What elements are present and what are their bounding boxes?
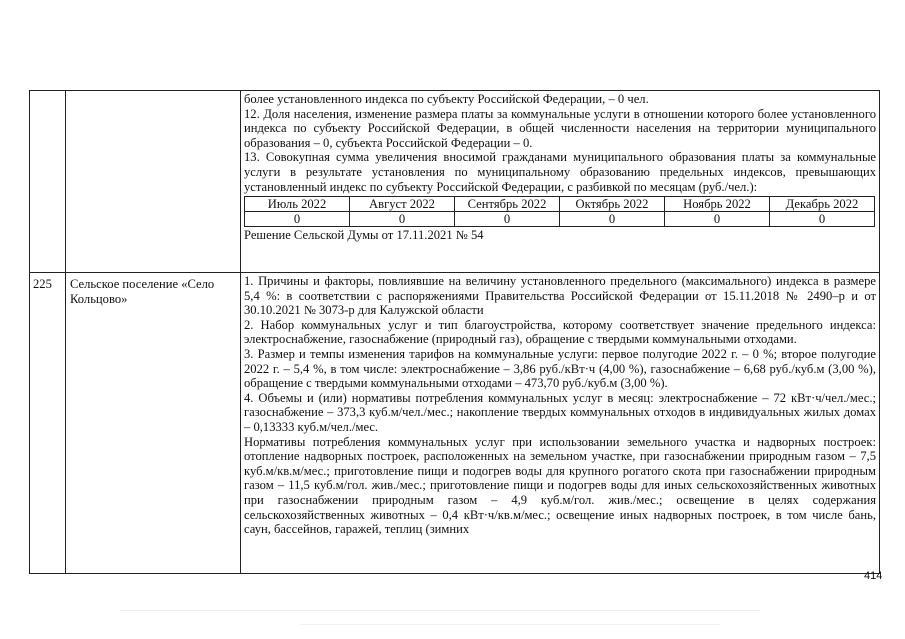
column-divider — [65, 91, 66, 573]
month-header: Декабрь 2022 — [770, 197, 875, 212]
page-number: 414 — [864, 570, 883, 582]
paragraph: 12. Доля населения, изменение размера платы за коммунальные услуги в отношении которого более установленного индекса по субъекту Российской Федерации, в общей численности населения на территории муниципального образования – 0, субъекта Российской Федерации – 0. — [244, 106, 876, 150]
month-value: 0 — [245, 212, 350, 227]
settlement-name: Сельское поселение «Село Кольцово» — [70, 277, 215, 306]
decision-reference: Решение Сельской Думы от 17.11.2021 № 54 — [244, 228, 484, 243]
month-header: Сентябрь 2022 — [455, 197, 560, 212]
month-value: 0 — [455, 212, 560, 227]
row-divider — [30, 272, 879, 273]
paragraph: 3. Размер и темпы изменения тарифов на коммунальные услуги: первое полугодие 2022 г. – 0 %; второе полугодие 2022 г. – 5,4 %, в том числе: электроснабжение – 3,86 руб./кВт·ч (4,00 %), газоснабжение – 6,68 руб./куб.м (3,00 %), обращение с твердыми коммунальными отходами – 473,70 руб./куб.м (3,00 %). — [244, 346, 876, 391]
months-value-row — [245, 212, 875, 227]
month-header: Август 2022 — [350, 197, 455, 212]
month-value: 0 — [665, 212, 770, 227]
paragraph: 1. Причины и факторы, повлиявшие на величину установленного предельного (максимального) индекса в размере 5,4 %: в соответствии с распоряжениями Правительства Российской Федерации от 15.11.2018 № 2490–р и от 30.10.2021 № 3073-р для Калужской области — [244, 274, 876, 318]
month-value: 0 — [350, 212, 455, 227]
scan-artifact — [120, 610, 760, 611]
month-value: 0 — [560, 212, 665, 227]
paragraph: 4. Объемы и (или) нормативы потребления коммунальных услуг в месяц: электроснабжение – 72 кВт·ч/чел./мес.; газоснабжение – 373,3 куб.м/чел./мес.; накопление твердых коммунальных отходов в индивидуальных жилых домах – 0,13333 куб.м/чел./мес. — [244, 390, 876, 434]
months-table — [244, 196, 875, 227]
month-header: Июль 2022 — [245, 197, 350, 212]
scan-artifact — [300, 624, 720, 625]
months-header-row — [245, 197, 875, 212]
month-header: Октябрь 2022 — [560, 197, 665, 212]
row-number: 225 — [33, 277, 52, 291]
paragraph: 13. Совокупная сумма увеличения вносимой гражданами муниципального образования платы за коммунальные услуги в результате установления по муниципальному образованию предельных индексов, превышающих установленный индекс по субъекту Российской Федерации, с разбивкой по месяцам (руб./чел.): — [244, 150, 876, 194]
paragraph: Нормативы потребления коммунальных услуг при использовании земельного участка и надворных построек: отопление надворных построек, расположенных на земельном участке, при газоснабжении природным газом – 7,5 куб.м/кв.м/мес.; приготовление пищи и подогрев воды для крупного рогатого скота при газоснабжении природным газом – 11,5 куб.м/гол. жив./мес.; приготовление пищи и подогрев воды для иных сельскохозяйственных животных при газоснабжении природным газом – 4,9 куб.м/гол. жив./мес.; освещение в целях содержания сельскохозяйственных животных – 0,4 кВт·ч/кв.м/мес.; освещение иных надворных построек, в том числе бань, саун, бассейнов, гаражей, теплиц (зимних — [244, 434, 876, 537]
row-225-content — [244, 274, 876, 537]
month-value: 0 — [770, 212, 875, 227]
document-table — [29, 90, 880, 574]
continued-row-content — [244, 92, 876, 243]
paragraph: более установленного индекса по субъекту Российской Федерации, – 0 чел. — [244, 92, 649, 106]
column-divider — [240, 91, 241, 573]
month-header: Ноябрь 2022 — [665, 197, 770, 212]
paragraph: 2. Набор коммунальных услуг и тип благоустройства, которому соответствует значение предельного индекса: электроснабжение, газоснабжение (природный газ), обращение с твердыми коммунальными отходами. — [244, 317, 876, 347]
